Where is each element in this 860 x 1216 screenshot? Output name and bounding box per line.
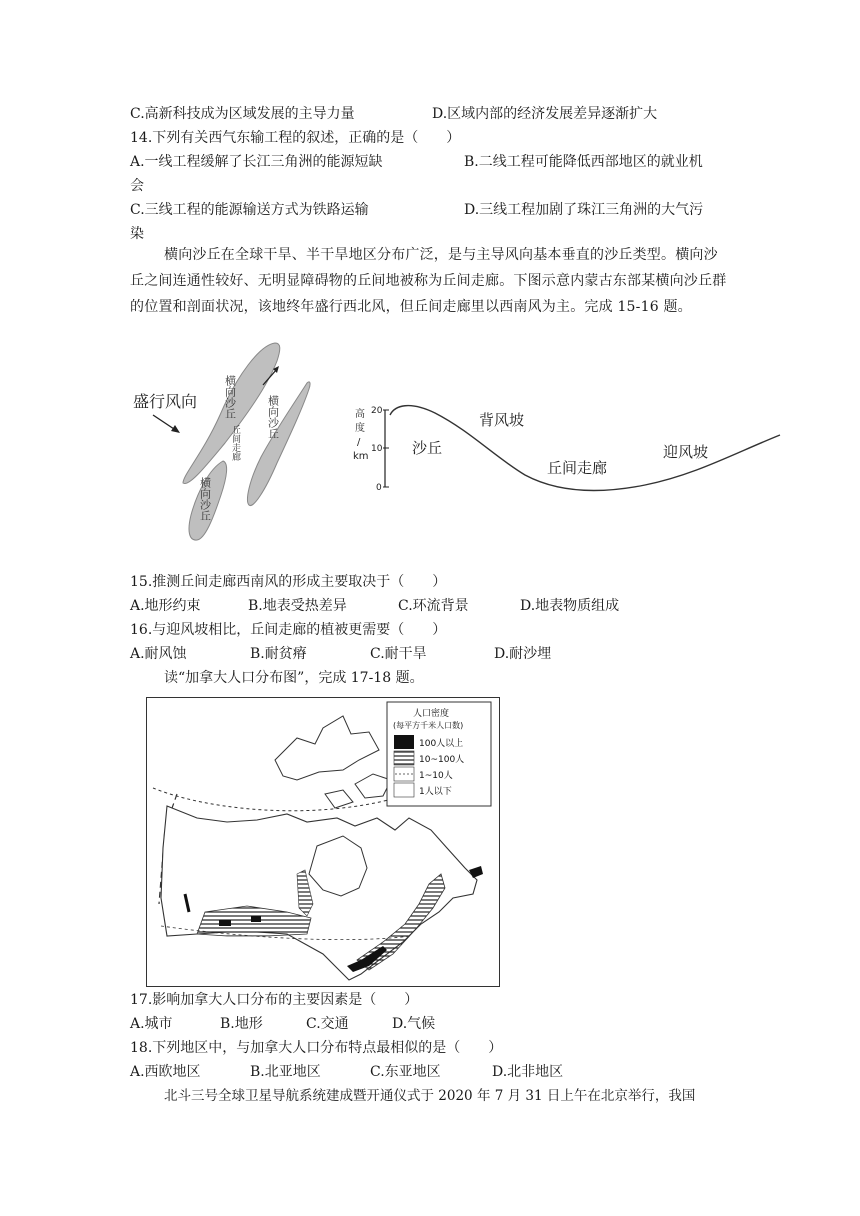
wind-arrow-icon [153,415,180,433]
intro-17-18: 读“加拿大人口分布图”，完成 17-18 题。 [164,670,424,686]
q13-option-d: D.区域内部的经济发展差异逐渐扩大 [432,106,658,122]
q15-options [130,596,619,616]
q18-option-c: C.东亚地区 [370,1064,441,1080]
dune-label-3: 横向沙丘 [198,477,212,521]
q14-option-b-wrap: 会 [130,178,144,194]
q17-options [130,1014,435,1034]
q18-option-b: B.北亚地区 [250,1064,321,1080]
q16-stem: 16.与迎风坡相比，丘间走廊的植被更需要（ ） [130,622,447,638]
density-spot-2 [251,916,261,922]
q18-options [130,1062,563,1082]
y-tick-10: 10 [371,444,383,454]
q14-stem: 14.下列有关西气东输工程的叙述，正确的是（ ） [130,130,461,146]
legend-swatch-2 [394,751,414,765]
profile-curve [390,406,780,491]
q15-option-c: C.环流背景 [398,598,469,614]
q16-option-b: B.耐贫瘠 [250,646,307,662]
legend-swatch-4 [394,783,414,797]
legend-swatch-1 [394,735,414,749]
q16-option-c: C.耐干旱 [370,646,427,662]
canada-map-drawing [147,698,499,986]
q14-option-d-wrap: 染 [130,226,144,242]
q15-option-a: A.地形约束 [130,598,201,614]
y-axis-label: 高 [355,409,365,420]
q16-option-d: D.耐沙埋 [494,646,552,662]
q15-option-d: D.地表物质组成 [520,598,620,614]
wind-label: 盛行风向 [133,392,198,411]
legend-item-4: 1人以下 [419,787,452,797]
legend-subtitle: (每平方千米人口数) [393,721,464,730]
density-spot-1 [219,920,231,926]
q16-option-a: A.耐风蚀 [130,646,187,662]
q14-option-d: D.三线工程加剧了珠江三角洲的大气污 [464,202,704,218]
dune-passage: 横向沙丘在全球干旱、半干旱地区分布广泛，是与主导风向基本垂直的沙丘类型。横向沙丘之间连通性较好、无明显障碍物的丘间地被称为丘间走廊。下图示意内蒙古东部某横向沙丘群的位置和剖面状况，该地终年盛行西北风，但丘间走廊里以西南风为主。完成 15-16 题。 [130,247,727,315]
q15-option-b: B.地表受热差异 [248,598,347,614]
q15-stem: 15.推测丘间走廊西南风的形成主要取决于（ ） [130,574,447,590]
y-axis-label-3: / [357,437,361,448]
q17-option-c: C.交通 [306,1016,349,1032]
q18-option-d: D.北非地区 [492,1064,564,1080]
dune-figure [125,335,785,545]
legend-title: 人口密度 [413,709,450,719]
profile-label-windward: 迎风坡 [663,443,709,461]
q14-option-a: A.一线工程缓解了长江三角洲的能源短缺 [130,154,383,170]
map-legend [387,702,491,806]
arctic-islands [275,716,391,808]
y-axis-label-4: km [353,451,369,462]
legend-item-3: 1~10人 [419,771,453,781]
legend-item-1: 100人以上 [419,739,464,749]
y-tick-0: 0 [376,483,382,493]
legend-item-2: 10~100人 [419,755,465,765]
profile-label-corridor: 丘间走廊 [547,459,608,477]
q17-option-a: A.城市 [130,1016,173,1032]
q14-option-b: B.二线工程可能降低西部地区的就业机 [464,154,703,170]
canada-map [146,697,500,987]
dune-label-2: 横向沙丘 [266,395,280,439]
q17-option-b: B.地形 [220,1016,263,1032]
profile-label-leeward: 背风坡 [479,411,525,429]
y-tick-20: 20 [371,406,383,416]
q13-option-c: C.高新科技成为区域发展的主导力量 [130,106,355,122]
q14-option-c: C.三线工程的能源输送方式为铁路运输 [130,202,369,218]
corridor-label-map: 丘间走廊 [230,425,240,461]
q18-stem: 18.下列地区中，与加拿大人口分布特点最相似的是（ ） [130,1040,503,1056]
y-axis-label-2: 度 [355,423,365,434]
q17-option-d: D.气候 [392,1016,436,1032]
q17-stem: 17.影响加拿大人口分布的主要因素是（ ） [130,992,419,1008]
q16-options [130,644,551,664]
q18-option-a: A.西欧地区 [130,1064,201,1080]
profile-label-dune: 沙丘 [412,439,443,457]
beidou-passage: 北斗三号全球卫星导航系统建成暨开通仪式于 2020 年 7 月 31 日上午在北京举行，我国 [164,1088,696,1104]
dune-label-1: 横向沙丘 [223,375,237,419]
